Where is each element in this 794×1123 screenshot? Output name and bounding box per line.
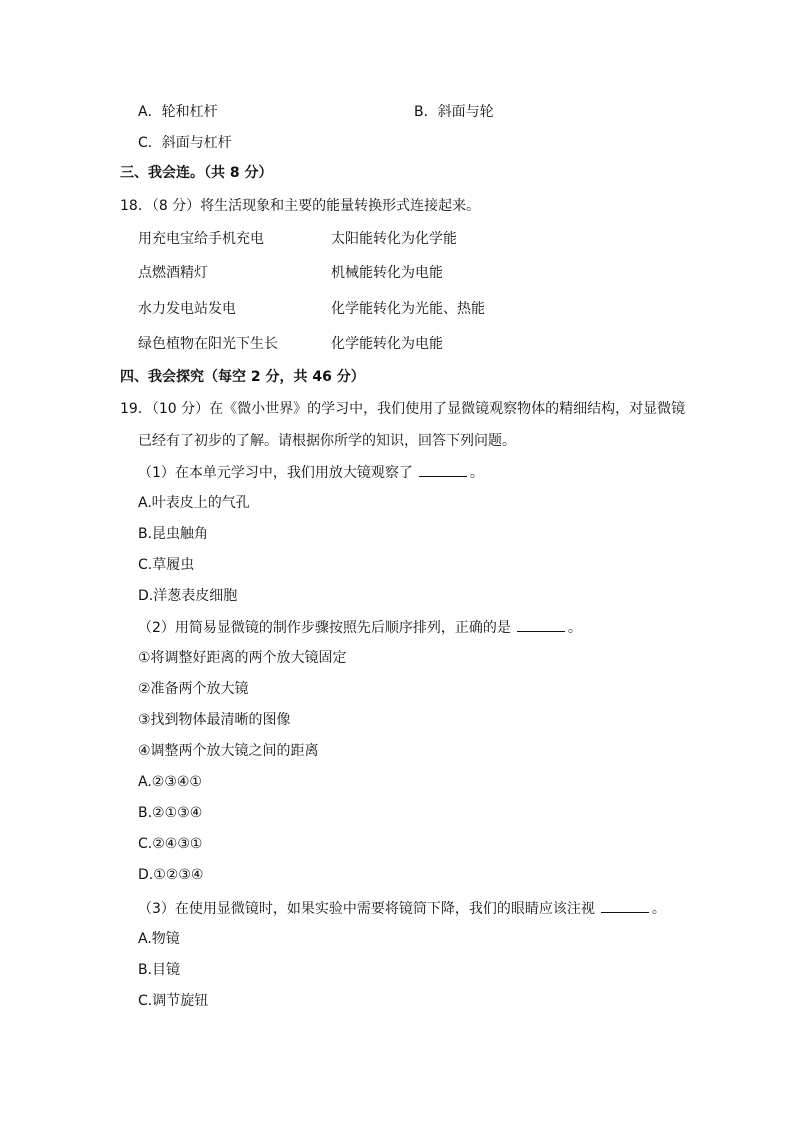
- q19-sub1-question: [138, 463, 484, 482]
- q19-sub3-option: B.目镜: [138, 962, 181, 978]
- q18-left-item: 点燃酒精灯: [138, 265, 208, 281]
- q19-sub3-option: C.调节旋钮: [138, 993, 209, 1009]
- q19-stem-line2: 已经有了初步的了解。请根据你所学的知识，回答下列问题。: [138, 433, 516, 449]
- q19-sub2-step: ③找到物体最清晰的图像: [138, 712, 291, 728]
- q18-right-item: 化学能转化为光能、热能: [331, 301, 485, 317]
- q19-sub2-step: ②准备两个放大镜: [138, 681, 249, 697]
- q19-sub1-text: （1）在本单元学习中，我们用放大镜观察了: [138, 465, 413, 481]
- q19-sub2-option: A.②③④①: [138, 774, 202, 790]
- q19-sub1-option: B.昆虫触角: [138, 526, 209, 542]
- q19-sub2-option: C.②④③①: [138, 836, 203, 852]
- q19-sub2-option: D.①②③④: [138, 867, 204, 883]
- q17-option-b: B．斜面与轮: [414, 104, 494, 120]
- answer-blank[interactable]: [601, 899, 649, 913]
- section3-heading: 三、我会连。（共 8 分）: [120, 165, 273, 181]
- q18-right-item: 机械能转化为电能: [331, 265, 443, 281]
- q18-right-item: 化学能转化为电能: [331, 336, 443, 352]
- q18-left-item: 绿色植物在阳光下生长: [138, 336, 278, 352]
- answer-blank[interactable]: [517, 618, 565, 632]
- q18-right-item: 太阳能转化为化学能: [331, 231, 457, 247]
- q19-sub1-end: 。: [469, 465, 484, 481]
- q17-option-a: A．轮和杠杆: [138, 104, 218, 120]
- section4-heading: 四、我会探究（每空 2 分，共 46 分）: [120, 369, 365, 385]
- q19-sub2-text: （2）用简易显微镜的制作步骤按照先后顺序排列，正确的是: [138, 620, 511, 636]
- q19-sub2-step: ④调整两个放大镜之间的距离: [138, 743, 319, 759]
- q19-sub3-question: [138, 899, 666, 918]
- q19-sub3-text: （3）在使用显微镜时，如果实验中需要将镜筒下降，我们的眼睛应该注视: [138, 901, 595, 917]
- q19-sub2-option: B.②①③④: [138, 805, 203, 821]
- q17-option-c: C．斜面与杠杆: [138, 135, 232, 151]
- q18-stem: 18．（8 分）将生活现象和主要的能量转换形式连接起来。: [120, 198, 481, 214]
- q19-sub2-end: 。: [567, 620, 582, 636]
- q19-sub1-option: D.洋葱表皮细胞: [138, 588, 238, 604]
- q18-left-item: 水力发电站发电: [138, 301, 236, 317]
- q19-stem-line1: 19．（10 分）在《微小世界》的学习中，我们使用了显微镜观察物体的精细结构，对显微镜: [120, 401, 686, 417]
- q18-left-item: 用充电宝给手机充电: [138, 231, 264, 247]
- answer-blank[interactable]: [419, 463, 467, 477]
- q19-sub1-option: C.草履虫: [138, 557, 195, 573]
- q19-sub3-option: A.物镜: [138, 931, 180, 947]
- q19-sub2-step: ①将调整好距离的两个放大镜固定: [138, 650, 347, 666]
- q19-sub2-question: [138, 618, 582, 637]
- q19-sub3-end: 。: [651, 901, 666, 917]
- q19-sub1-option: A.叶表皮上的气孔: [138, 495, 250, 511]
